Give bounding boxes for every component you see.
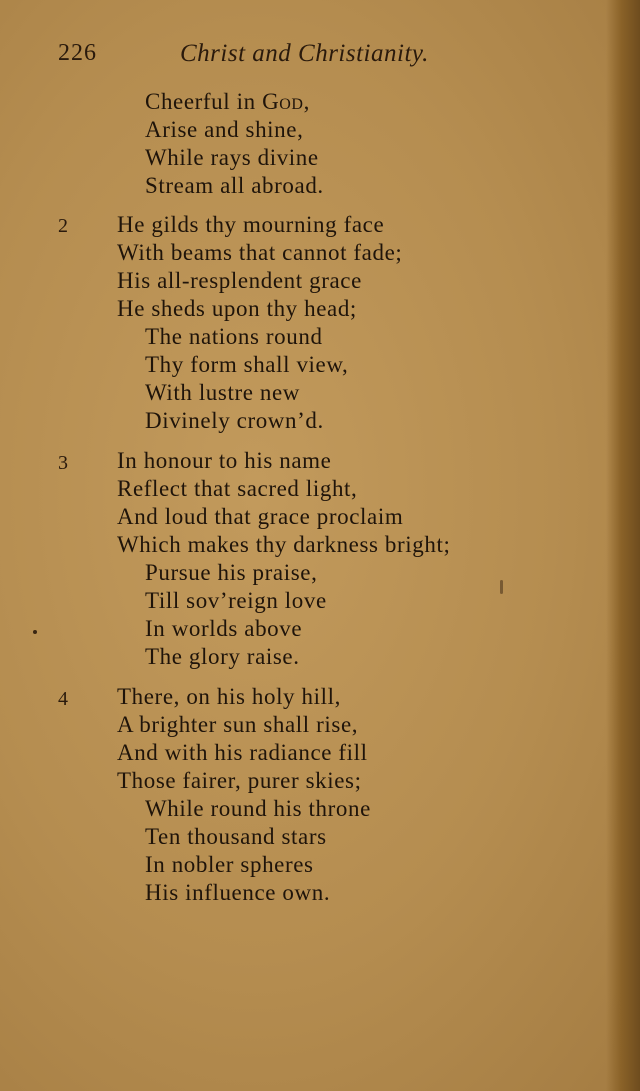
hymn-line: Which makes thy darkness bright; — [117, 532, 451, 557]
hymn-line: His all-resplendent grace — [117, 268, 362, 293]
hymn-line: There, on his holy hill, — [117, 684, 341, 709]
hymn-line: Thy form shall view, — [145, 352, 349, 377]
hymn-line: While round his throne — [145, 796, 371, 821]
hymn-line: And loud that grace proclaim — [117, 504, 404, 529]
hymn-line: With beams that cannot fade; — [117, 240, 403, 265]
hymn-line: In nobler spheres — [145, 852, 314, 877]
hymn-line: Till sov’reign love — [145, 588, 327, 613]
hymn-line: A brighter sun shall rise, — [117, 712, 359, 737]
hymn-line: The nations round — [145, 324, 323, 349]
hymn-line: He gilds thy mourning face — [117, 212, 385, 237]
page-edge — [606, 0, 640, 1091]
verse-number: 3 — [58, 452, 68, 474]
hymn-line: The glory raise. — [145, 644, 300, 669]
hymn-line: And with his radiance fill — [117, 740, 368, 765]
hymn-line: In worlds above — [145, 616, 303, 641]
verse-number: 4 — [58, 688, 68, 710]
ink-speck — [33, 630, 37, 634]
hymn-line: Divinely crown’d. — [145, 408, 324, 433]
hymn-line: Cheerful in God, — [145, 89, 310, 114]
page-header — [58, 40, 458, 76]
hymn-line: His influence own. — [145, 880, 331, 905]
ink-speck — [500, 580, 503, 594]
hymn-line: Reflect that sacred light, — [117, 476, 358, 501]
hymn-line: Pursue his praise, — [145, 560, 318, 585]
hymn-line: Arise and shine, — [145, 117, 304, 142]
verse-number: 2 — [58, 215, 68, 237]
running-title: Christ and Christianity. — [180, 40, 429, 67]
hymn-line: Stream all abroad. — [145, 173, 324, 198]
hymn-line: In honour to his name — [117, 448, 332, 473]
hymn-line: He sheds upon thy head; — [117, 296, 357, 321]
hymn-line: With lustre new — [145, 380, 300, 405]
page-number: 226 — [58, 40, 97, 66]
hymn-line: While rays divine — [145, 145, 319, 170]
hymn-line: Those fairer, purer skies; — [117, 768, 362, 793]
hymn-line: Ten thousand stars — [145, 824, 327, 849]
